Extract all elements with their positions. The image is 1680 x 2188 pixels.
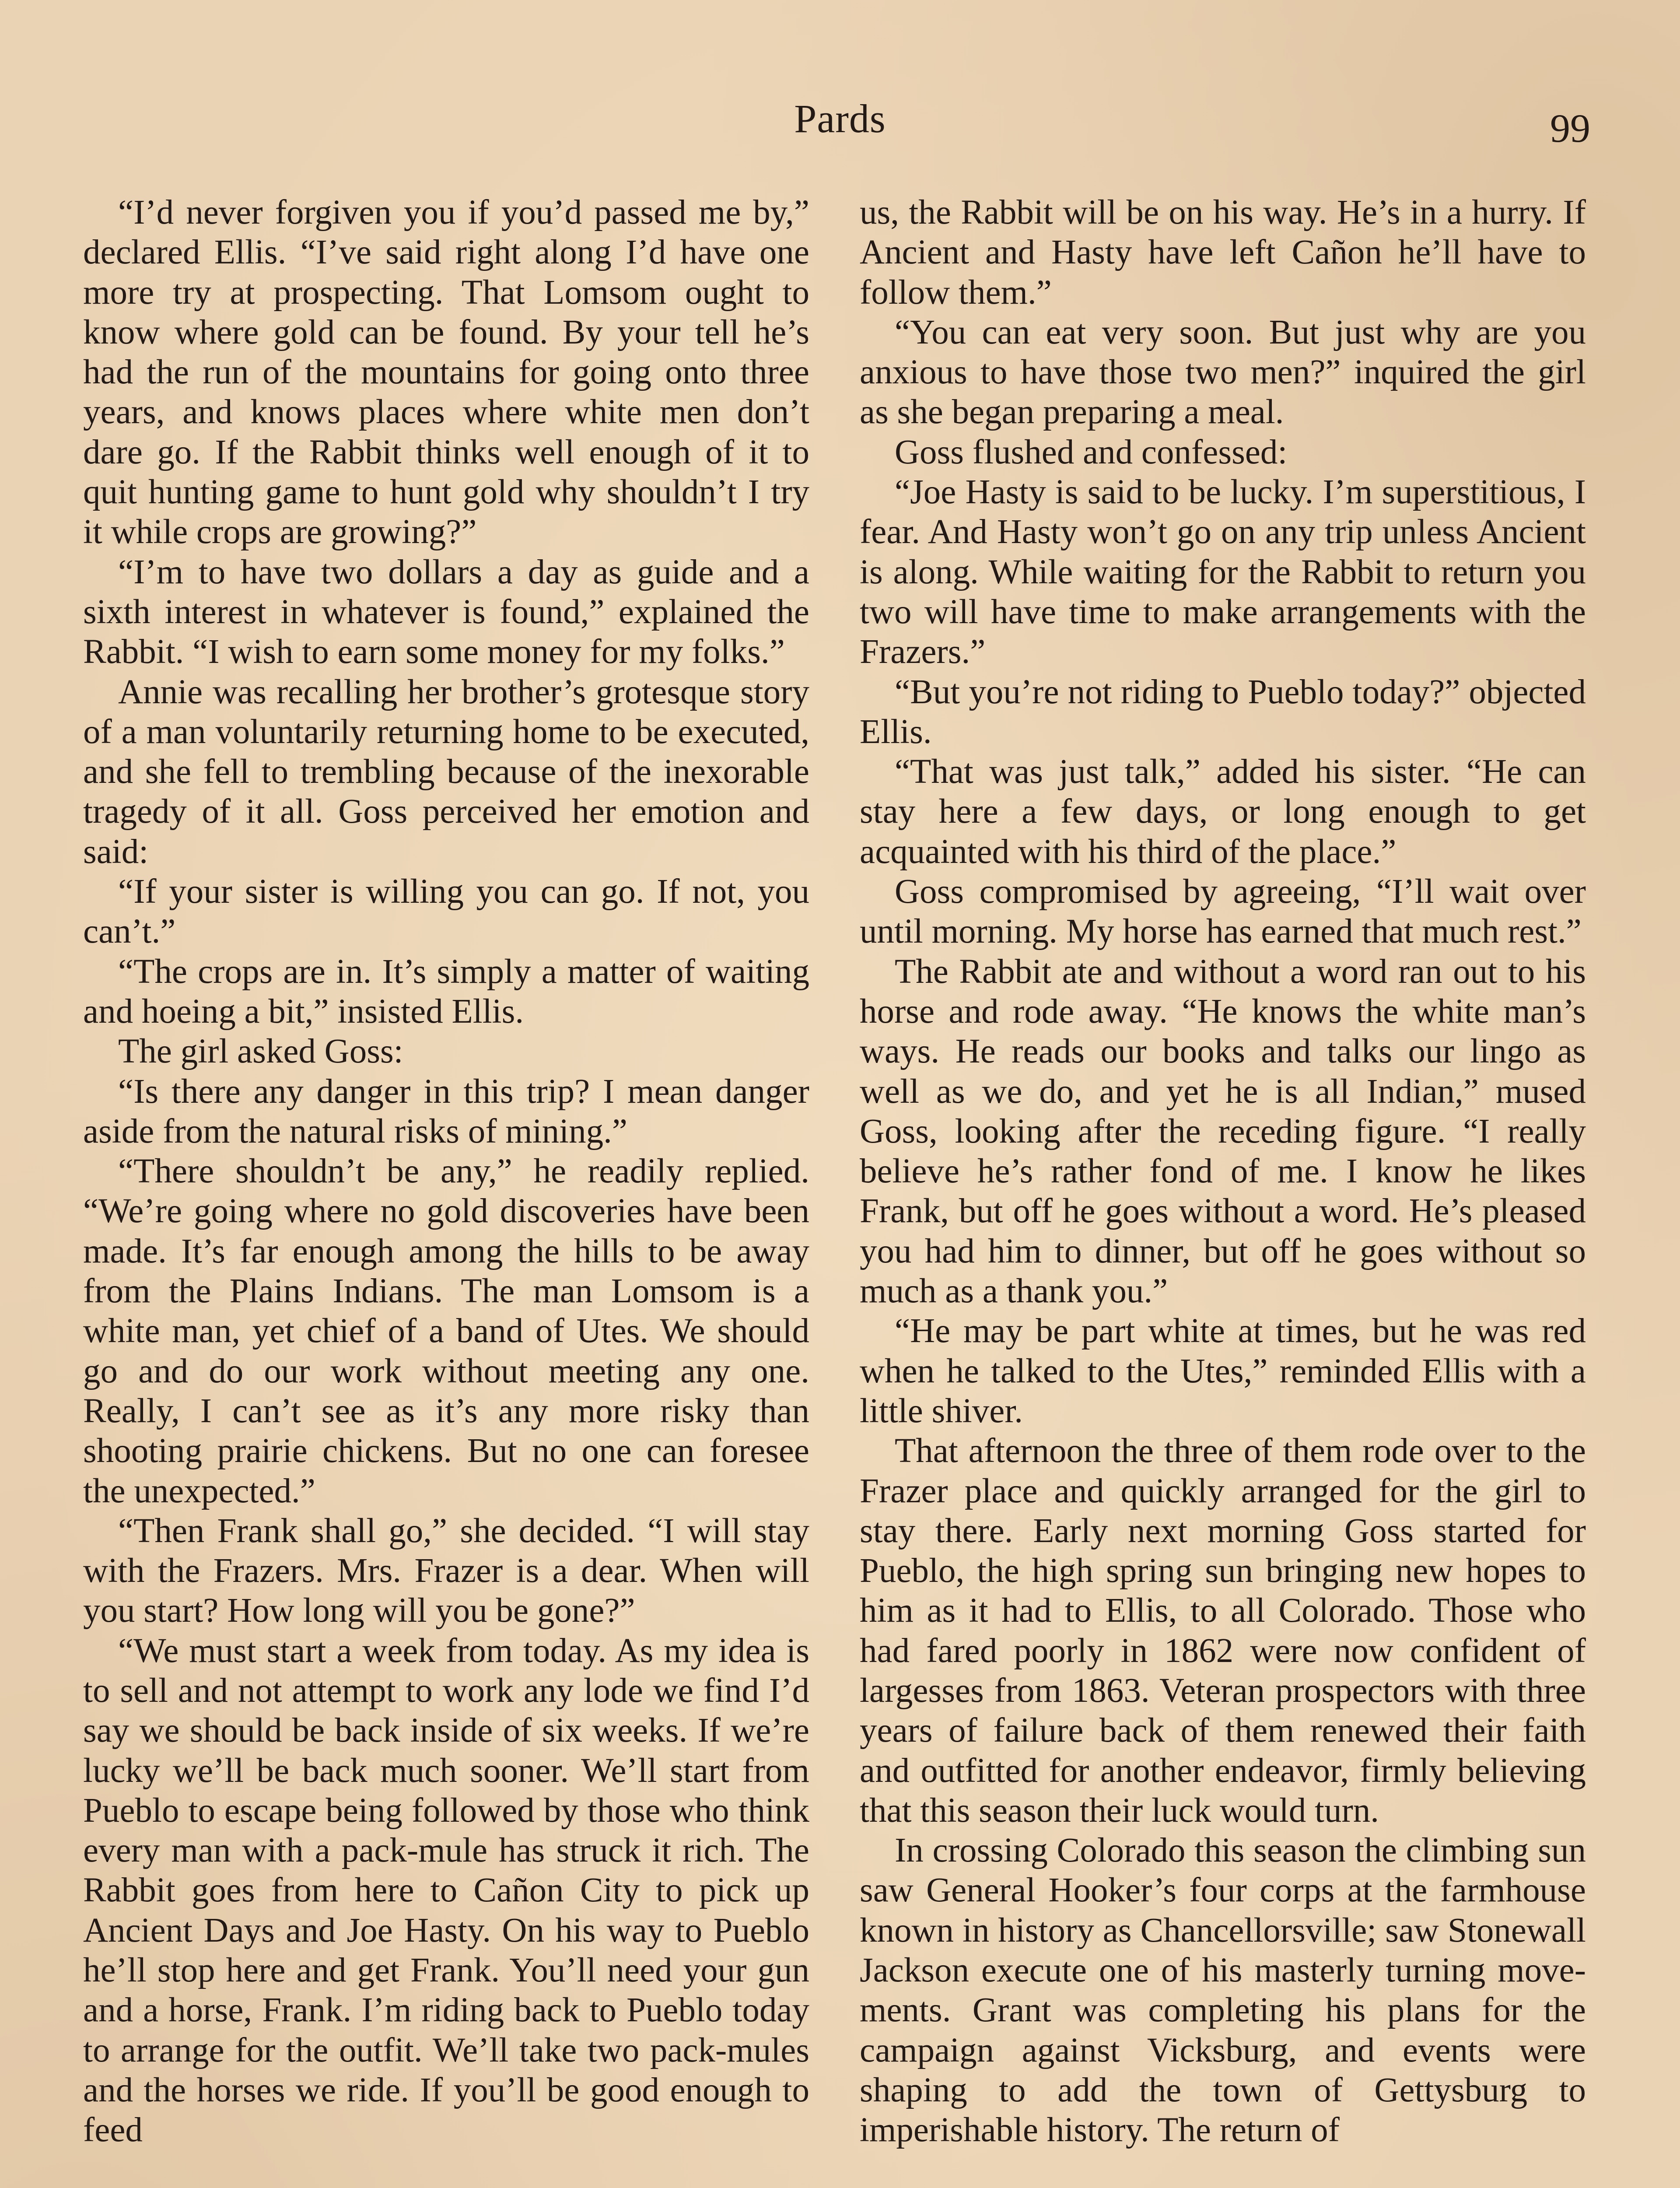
paragraph: Goss compromised by agreeing, “I’ll wait over until morning. My horse has earned that much rest.” <box>860 873 1586 951</box>
paragraph: “You can eat very soon. But just why are you anxious to have those two men?” inquired the girl as she began preparing a meal. <box>860 313 1586 431</box>
paragraph: “I’m to have two dollars a day as guide and a sixth interest in whatever is found,” explained the Rabbit. “I wish to earn some money for my folks.” <box>83 553 809 671</box>
paragraph: “Joe Hasty is said to be lucky. I’m superstitious, I fear. And Hasty won’t go on any trip unless Ancient is along. While waiting for the Rabbit to return you two will have time to make arrangements with the Frazers.” <box>860 473 1586 671</box>
right-text-column <box>860 193 1586 2150</box>
paragraph: “But you’re not riding to Pueblo today?” objected Ellis. <box>860 673 1586 751</box>
page-number: 99 <box>1550 106 1590 151</box>
paragraph: us, the Rabbit will be on his way. He’s in a hurry. If Ancient and Hasty have left Cañon he’ll have to follow them.” <box>860 193 1586 312</box>
page-title: Pards <box>794 96 886 141</box>
left-text-column <box>83 193 809 2150</box>
paragraph: “I’d never forgiven you if you’d passed me by,” declared Ellis. “I’ve said right along I’d have one more try at prospecting. That Lomsom ought to know where gold can be found. By your tell he’s had the run of the mountains for going onto three years, and knows places where white men don’t dare go. If the Rabbit thinks well enough of it to quit hunting game to hunt gold why shouldn’t I try it while crops are growing?” <box>83 193 809 551</box>
paragraph: The Rabbit ate and without a word ran out to his horse and rode away. “He knows the white man’s ways. He reads our books and talks our lingo as well as we do, and yet he is all Indian,” mused Goss, looking after the receding figure. “I really believe he’s rather fond of me. I know he likes Frank, but off he goes without a word. He’s pleased you had him to dinner, but off he goes without so much as a thank you.” <box>860 952 1586 1311</box>
paragraph: The girl asked Goss: <box>118 1032 403 1071</box>
paragraph: “We must start a week from today. As my idea is to sell and not attempt to work any lode we find I’d say we should be back inside of six weeks. If we’re lucky we’ll be back much sooner. We’ll start from Pueblo to escape being followed by those who think every man with a pack-mule has struck it rich. The Rabbit goes from here to Cañon City to pick up Ancient Days and Joe Hasty. On his way to Pueblo he’ll stop here and get Frank. You’ll need your gun and a horse, Frank. I’m riding back to Pueblo today to arrange for the outfit. We’ll take two pack-mules and the horses we ride. If you’ll be good enough to feed <box>83 1631 809 2149</box>
paragraph: “If your sister is willing you can go. If not, you can’t.” <box>83 873 809 951</box>
paragraph: Annie was recalling her brother’s grotesque story of a man voluntarily returning home to be executed, and she fell to trembling because of the inexorable tragedy of it all. Goss perceived her emotion and said: <box>83 673 809 871</box>
paragraph: Goss flushed and confessed: <box>895 433 1288 471</box>
paragraph: In crossing Colorado this season the climbing sun saw General Hooker’s four corps at the farmhouse known in history as Chancellorsville; saw Stonewall Jackson execute one of his masterly turning movements. Grant was completing his plans for the campaign against Vicksburg, and events were shaping to add the town of Gettysburg to imperishable history. The return of <box>860 1831 1586 2149</box>
paragraph: “Is there any danger in this trip? I mean danger aside from the natural risks of mining.” <box>83 1072 809 1150</box>
paragraph: That afternoon the three of them rode over to the Frazer place and quickly arranged for the girl to stay there. Early next morning Goss started for Pueblo, the high spring sun bringing new hopes to him as it had to Ellis, to all Colorado. Those who had fared poorly in 1862 were now confident of largesses from 1863. Veteran prospectors with three years of failure back of them renewed their faith and outfitted for another endeavor, firmly believing that this season their luck would turn. <box>860 1432 1586 1830</box>
paragraph: “Then Frank shall go,” she decided. “I will stay with the Frazers. Mrs. Frazer is a dear. When will you start? How long will you be gone?” <box>83 1511 809 1630</box>
paragraph: “He may be part white at times, but he was red when he talked to the Utes,” reminded Ellis with a little shiver. <box>860 1312 1586 1430</box>
paragraph: “That was just talk,” added his sister. “He can stay here a few days, or long enough to get acquainted with his third of the place.” <box>860 753 1586 871</box>
paragraph: “The crops are in. It’s simply a matter of waiting and hoeing a bit,” insisted Ellis. <box>83 952 809 1031</box>
paragraph: “There shouldn’t be any,” he readily replied. “We’re going where no gold discoveries have been made. It’s far enough among the hills to be away from the Plains Indians. The man Lomsom is a white man, yet chief of a band of Utes. We should go and do our work without meeting any one. Really, I can’t see as it’s any more risky than shooting prairie chickens. But no one can foresee the unexpected.” <box>83 1152 809 1510</box>
